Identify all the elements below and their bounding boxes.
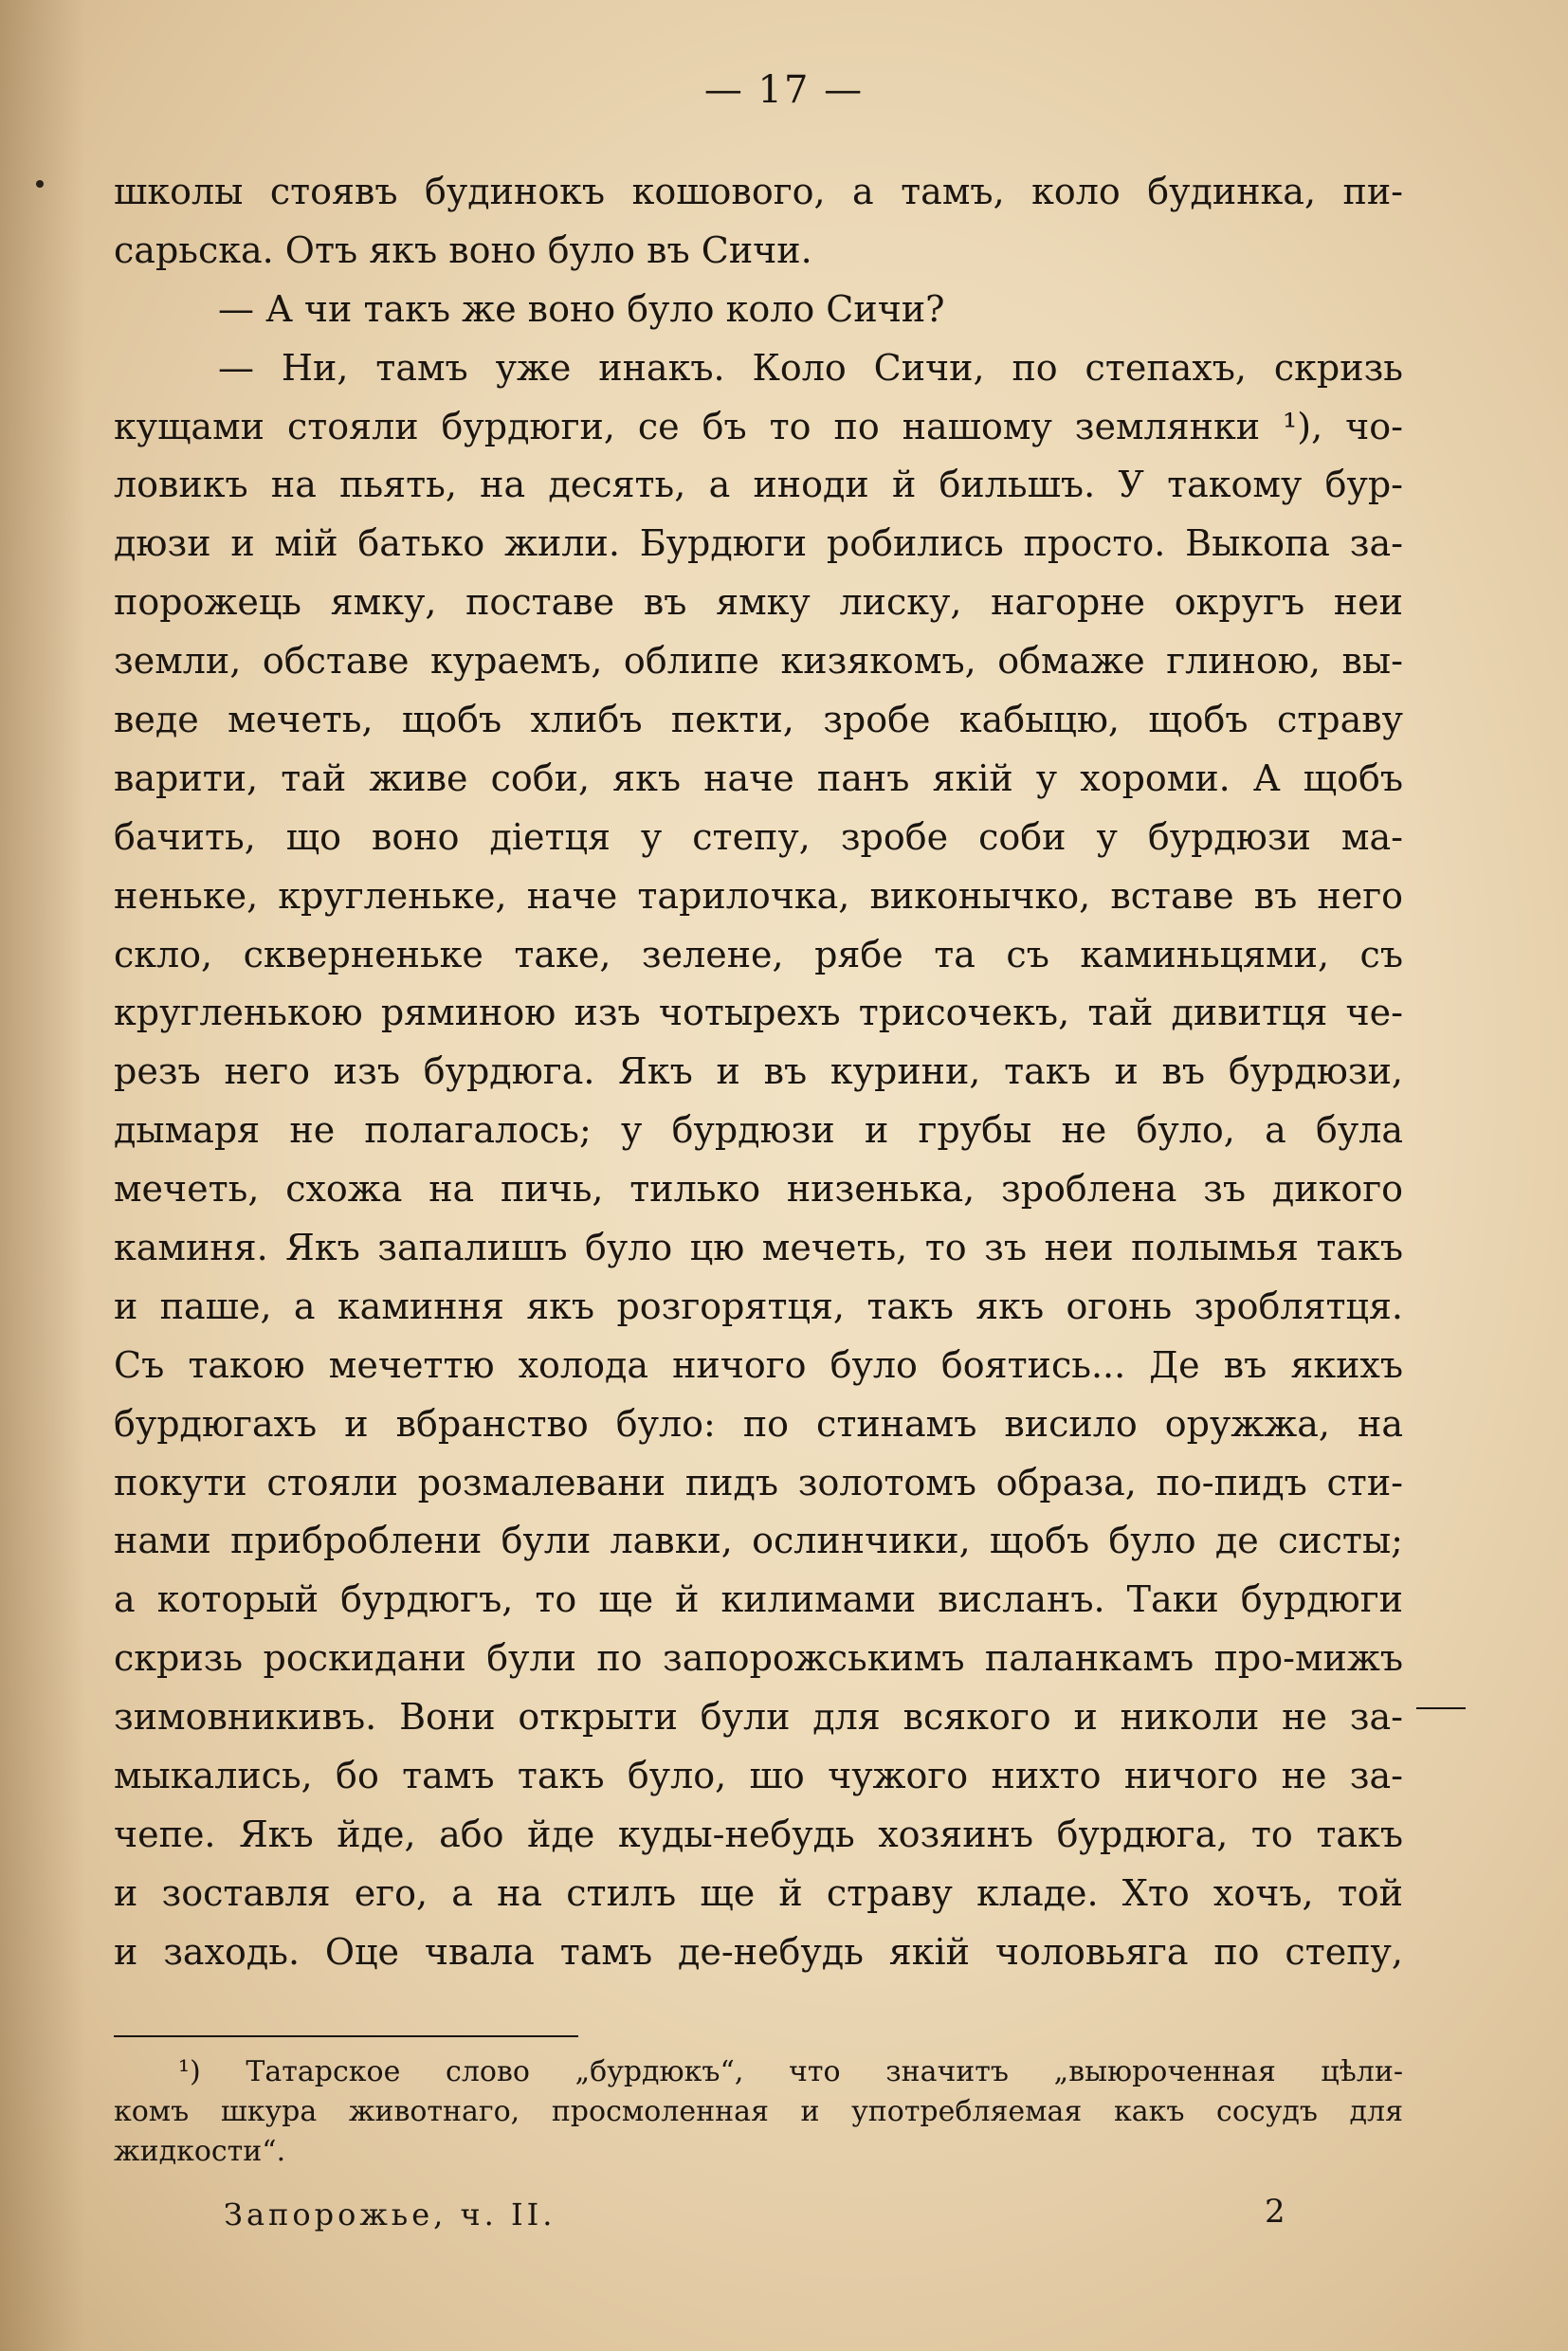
text-line: чепе. Якъ йде, або йде куды-небудь хозяинъ бурдюга, то такъ: [114, 1813, 1403, 1855]
text-line: а который бурдюгъ, то ще й килимами висланъ. Таки бурдюги: [114, 1578, 1403, 1621]
text-line: — Ни, тамъ уже инакъ. Коло Сичи, по степахъ, скризь: [218, 346, 1403, 389]
text-line: каминя. Якъ запалишъ було цю мечеть, то зъ неи полымья такъ: [114, 1227, 1403, 1269]
text-line: порожець ямку, поставе въ ямку лиску, нагорне округъ неи: [114, 581, 1403, 624]
text-line: мечеть, схожа на пичь, тилько низенька, зроблена зъ дикого: [114, 1168, 1403, 1211]
text-line: кругленькою ряминою изъ чотырехъ трисочекъ, тай дивитця че-: [114, 992, 1403, 1034]
text-line: дюзи и мій батько жили. Бурдюги робились просто. Выкопа за-: [114, 522, 1403, 565]
text-line: нами приброблени були лавки, ослинчики, щобъ було де систы;: [114, 1520, 1403, 1562]
text-line: и паше, а каминня якъ розгорятця, такъ якъ огонь зроблятця.: [114, 1285, 1403, 1327]
margin-mark-dot: [36, 180, 44, 188]
text-line: дымаря не полагалось; у бурдюзи и грубы не було, а була: [114, 1109, 1403, 1152]
text-line: варити, тай живе соби, якъ наче панъ якій у хороми. А щобъ: [114, 756, 1403, 799]
text-line: мыкались, бо тамъ такъ було, шо чужого нихто ничого не за-: [114, 1755, 1403, 1797]
text-line: резъ него изъ бурдюга. Якъ и въ курини, такъ и въ бурдюзи,: [114, 1050, 1403, 1093]
text-line: скло, скверненьке таке, зелене, рябе та съ каминьцями, съ: [114, 933, 1403, 975]
text-line: неньке, кругленьке, наче тарилочка, виконычко, вставе въ него: [114, 874, 1403, 917]
text-line: сарьска. Отъ якъ воно було въ Сичи.: [114, 228, 812, 271]
text-line: и зоставля его, а на стилъ ще й страву кладе. Хто хочъ, той: [114, 1871, 1403, 1914]
text-line: веде мечеть, щобъ хлибъ пекти, зробе кабыцю, щобъ страву: [114, 699, 1403, 741]
text-line: бурдюгахъ и вбранство було: по стинамъ висило оружжа, на: [114, 1402, 1403, 1445]
text-line: скризь роскидани були по запорожськимъ паланкамъ про-мижъ: [114, 1637, 1403, 1680]
text-line: ловикъ на пьять, на десять, а иноди й бильшъ. У такому бур-: [114, 464, 1403, 506]
signature-mark: Запорожье, ч. II.: [224, 2196, 556, 2233]
page-number: — 17 —: [703, 68, 865, 112]
sheet-number: 2: [1265, 2193, 1285, 2231]
text-line: — А чи такъ же воно було коло Сичи?: [218, 287, 945, 330]
footnote-line: жидкости“.: [114, 2135, 286, 2168]
text-line: и заходь. Оце чвала тамъ де-небудь якій чоловьяга по степу,: [114, 1930, 1403, 1973]
text-line: покути стояли розмалевани пидъ золотомъ образа, по-пидъ сти-: [114, 1461, 1403, 1504]
footnote-line: комъ шкура животнаго, просмоленная и употребляемая какъ сосудъ для: [114, 2095, 1403, 2128]
footnote: [114, 2052, 1403, 2172]
text-line: бачить, що воно діетця у степу, зробе соби у бурдюзи ма-: [114, 815, 1403, 858]
text-line: кущами стояли бурдюги, се бъ то по нашому землянки ¹), чо-: [114, 405, 1403, 447]
text-line: Съ такою мечеттю холода ничого було боятись... Де въ якихъ: [114, 1343, 1403, 1386]
text-line: зимовникивъ. Вони открыти були для всякого и николи не за-: [114, 1696, 1403, 1739]
text-line: земли, обставе кураемъ, облипе кизякомъ, обмаже глиною, вы-: [114, 640, 1403, 683]
main-text: [114, 163, 1403, 1982]
text-line: школы стоявъ будинокъ кошового, а тамъ, коло будинка, пи-: [114, 171, 1403, 212]
footnote-line: ¹) Татарское слово „бурдюкъ“, что значитъ „выюроченная цѣли-: [178, 2055, 1403, 2088]
footnote-divider: [114, 2035, 578, 2037]
margin-rule: [1416, 1707, 1466, 1709]
